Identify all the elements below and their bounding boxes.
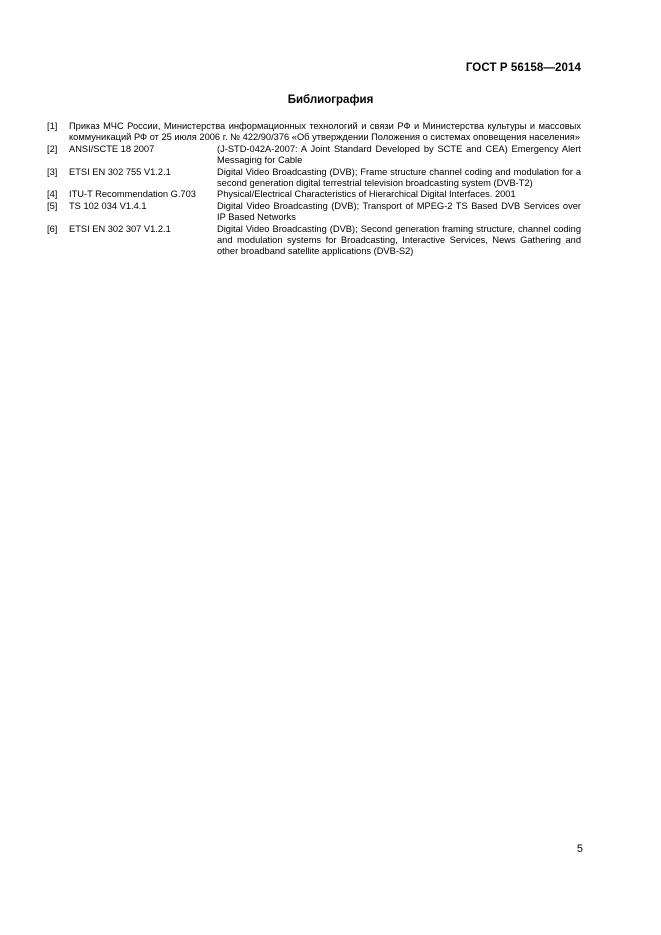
bibliography-entry bbox=[47, 224, 581, 258]
page-number: 5 bbox=[576, 843, 583, 855]
bibliography-entry bbox=[47, 189, 581, 200]
entry-number: [6] bbox=[47, 223, 58, 234]
entry-reference: ETSI EN 302 755 V1.2.1 bbox=[69, 166, 171, 177]
entry-text: Приказ МЧС России, Министерства информационных технологий и связи РФ и Министерства культуры и массовых коммуникаций РФ от 25 июля 2006 г. № 422/90/376 «Об утверждении Положения о системах оповещения населения» bbox=[69, 121, 581, 143]
entry-reference: ANSI/SCTE 18 2007 bbox=[69, 143, 155, 154]
entry-description: Digital Video Broadcasting (DVB); Second generation framing structure, channel coding and modulation systems for Broadcasting, Interactive Services, News Gathering and other broadband satellite applications (DVB-S2) bbox=[217, 223, 581, 257]
bibliography-entry bbox=[47, 121, 581, 144]
document-code: ГОСТ Р 56158—2014 bbox=[465, 62, 581, 74]
section-title: Библиография bbox=[287, 94, 374, 106]
entry-number: [5] bbox=[47, 200, 58, 211]
entry-reference: TS 102 034 V1.4.1 bbox=[69, 200, 147, 211]
entry-description: (J-STD-042A-2007: A Joint Standard Developed by SCTE and CEA) Emergency Alert Messaging for Cable bbox=[217, 143, 581, 166]
entry-description: Physical/Electrical Characteristics of Hierarchical Digital Interfaces. 2001 bbox=[217, 189, 516, 200]
bibliography-entry bbox=[47, 167, 581, 190]
bibliography-entry bbox=[47, 144, 581, 167]
entry-reference: ITU-T Recommendation G.703 bbox=[69, 189, 196, 200]
entry-number: [1] bbox=[47, 121, 58, 131]
entry-number: [4] bbox=[47, 189, 58, 200]
entry-number: [3] bbox=[47, 166, 58, 177]
entry-description: Digital Video Broadcasting (DVB); Frame structure channel coding and modulation for a second generation digital terrestrial television broadcasting system (DVB-T2) bbox=[217, 166, 581, 189]
entry-number: [2] bbox=[47, 143, 58, 154]
bibliography-list bbox=[47, 121, 581, 258]
bibliography-entry bbox=[47, 201, 581, 224]
entry-reference: ETSI EN 302 307 V1.2.1 bbox=[69, 223, 171, 234]
entry-description: Digital Video Broadcasting (DVB); Transport of MPEG-2 TS Based DVB Services over IP Based Networks bbox=[217, 200, 581, 223]
